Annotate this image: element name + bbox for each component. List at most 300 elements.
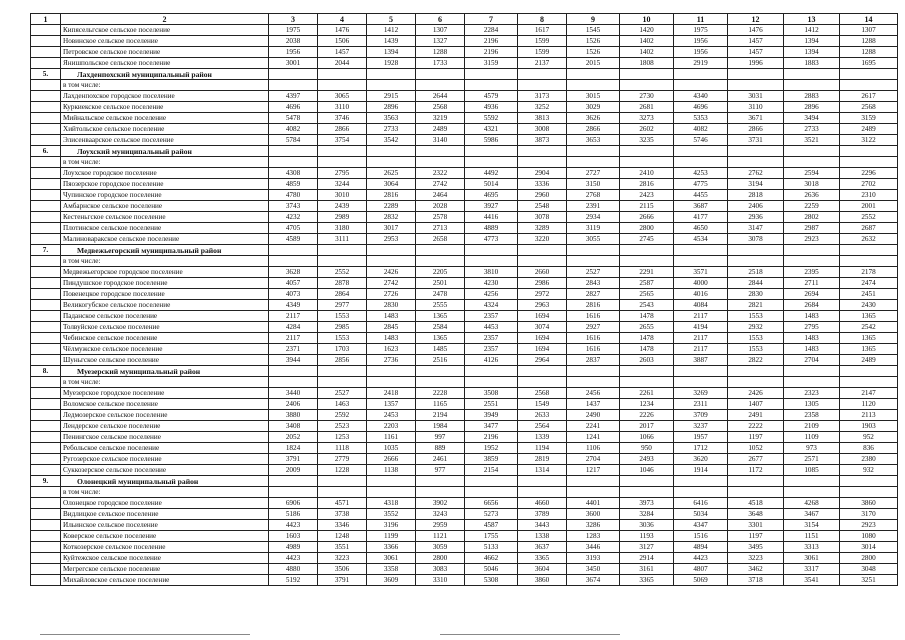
value-cell: 2117: [674, 333, 728, 344]
value-cell: 3860: [840, 498, 898, 509]
empty-cell: [518, 256, 567, 267]
table-row: [31, 553, 898, 564]
table-row: [31, 289, 898, 300]
value-cell: 1193: [620, 531, 674, 542]
value-cell: 2681: [620, 102, 674, 113]
value-cell: 4416: [465, 212, 518, 223]
table-row: [31, 113, 898, 124]
value-cell: 2426: [728, 388, 784, 399]
value-cell: 3196: [367, 520, 416, 531]
empty-cell: [518, 157, 567, 168]
empty-cell: [840, 157, 898, 168]
row-number-cell: [31, 179, 61, 190]
value-cell: 2194: [416, 410, 465, 421]
data-table: [30, 13, 898, 586]
settlement-name: Михайловское сельское поселение: [61, 575, 269, 586]
value-cell: 1984: [416, 421, 465, 432]
value-cell: 5273: [465, 509, 518, 520]
value-cell: 2832: [367, 212, 416, 223]
empty-cell: [728, 377, 784, 388]
settlement-name: Муезерское городское поселение: [61, 388, 269, 399]
column-header: 3: [269, 14, 318, 25]
value-cell: 2491: [728, 410, 784, 421]
value-cell: 3813: [518, 113, 567, 124]
value-cell: 2636: [784, 190, 840, 201]
empty-cell: [367, 69, 416, 80]
empty-cell: [674, 366, 728, 377]
column-header: 13: [784, 14, 840, 25]
value-cell: 4423: [269, 553, 318, 564]
value-cell: 3462: [728, 564, 784, 575]
empty-cell: [31, 256, 61, 267]
value-cell: 1457: [318, 47, 367, 58]
empty-cell: [674, 146, 728, 157]
value-cell: 1616: [567, 311, 620, 322]
value-cell: 1526: [567, 47, 620, 58]
value-cell: 3653: [567, 135, 620, 146]
empty-cell: [518, 366, 567, 377]
row-number-cell: [31, 542, 61, 553]
value-cell: 3237: [674, 421, 728, 432]
row-number-cell: [31, 135, 61, 146]
empty-cell: [416, 377, 465, 388]
value-cell: 3223: [318, 553, 367, 564]
table-row: [31, 498, 898, 509]
empty-cell: [367, 476, 416, 487]
settlement-name: Лоухское городское поселение: [61, 168, 269, 179]
value-cell: 3269: [674, 388, 728, 399]
value-cell: 2310: [840, 190, 898, 201]
empty-cell: [620, 80, 674, 91]
value-cell: 3495: [728, 542, 784, 553]
value-cell: 1695: [840, 58, 898, 69]
empty-cell: [518, 69, 567, 80]
value-cell: 5746: [674, 135, 728, 146]
value-cell: 3887: [674, 355, 728, 366]
column-header: 7: [465, 14, 518, 25]
value-cell: 2711: [784, 278, 840, 289]
value-cell: 3365: [518, 553, 567, 564]
empty-cell: [367, 80, 416, 91]
value-cell: 3563: [367, 113, 416, 124]
empty-cell: [784, 157, 840, 168]
value-cell: 2960: [518, 190, 567, 201]
row-number-cell: [31, 575, 61, 586]
value-cell: 3111: [318, 234, 367, 245]
empty-cell: [465, 256, 518, 267]
subheading-row: [31, 377, 898, 388]
empty-cell: [416, 69, 465, 80]
value-cell: 2410: [620, 168, 674, 179]
value-cell: 2423: [620, 190, 674, 201]
value-cell: 2456: [567, 388, 620, 399]
value-cell: 2406: [728, 201, 784, 212]
row-number-cell: [31, 223, 61, 234]
value-cell: 3860: [518, 575, 567, 586]
empty-cell: [784, 377, 840, 388]
value-cell: 2666: [620, 212, 674, 223]
row-number-cell: [31, 509, 61, 520]
value-cell: 2395: [784, 267, 840, 278]
value-cell: 2568: [518, 388, 567, 399]
value-cell: 1483: [367, 311, 416, 322]
value-cell: 2972: [518, 289, 567, 300]
value-cell: 3055: [567, 234, 620, 245]
district-number: 5.: [31, 69, 61, 80]
value-cell: 4807: [674, 564, 728, 575]
empty-cell: [31, 157, 61, 168]
settlement-name: Лендерское сельское поселение: [61, 421, 269, 432]
value-cell: 1080: [840, 531, 898, 542]
empty-cell: [728, 366, 784, 377]
value-cell: 1975: [269, 25, 318, 36]
value-cell: 3193: [567, 553, 620, 564]
value-cell: 4253: [674, 168, 728, 179]
settlement-name: Элисенваарское сельское поселение: [61, 135, 269, 146]
value-cell: 2044: [318, 58, 367, 69]
empty-cell: [416, 245, 465, 256]
empty-cell: [416, 366, 465, 377]
empty-cell: [269, 245, 318, 256]
empty-cell: [784, 80, 840, 91]
value-cell: 4423: [269, 520, 318, 531]
value-cell: 1357: [367, 399, 416, 410]
value-cell: 2934: [567, 212, 620, 223]
value-cell: 4859: [269, 179, 318, 190]
value-cell: 1199: [367, 531, 416, 542]
value-cell: 2113: [840, 410, 898, 421]
value-cell: 2768: [567, 190, 620, 201]
value-cell: 6656: [465, 498, 518, 509]
value-cell: 4423: [674, 553, 728, 564]
value-cell: 1483: [367, 333, 416, 344]
value-cell: 4194: [674, 322, 728, 333]
value-cell: 2426: [367, 267, 416, 278]
value-cell: 1956: [674, 47, 728, 58]
value-cell: 2914: [620, 553, 674, 564]
value-cell: 2816: [620, 179, 674, 190]
value-cell: 1903: [840, 421, 898, 432]
row-number-cell: [31, 322, 61, 333]
value-cell: 2896: [367, 102, 416, 113]
value-cell: 2451: [840, 289, 898, 300]
settlement-name: Чёлмужское сельское поселение: [61, 344, 269, 355]
value-cell: 1365: [840, 311, 898, 322]
row-number-cell: [31, 432, 61, 443]
value-cell: 2117: [269, 333, 318, 344]
value-cell: 2147: [840, 388, 898, 399]
value-cell: 3609: [367, 575, 416, 586]
value-cell: 2527: [318, 388, 367, 399]
empty-cell: [269, 157, 318, 168]
row-number-cell: [31, 201, 61, 212]
row-number-cell: [31, 91, 61, 102]
value-cell: 2592: [318, 410, 367, 421]
value-cell: 2552: [840, 212, 898, 223]
value-cell: 4126: [465, 355, 518, 366]
value-cell: 2578: [416, 212, 465, 223]
value-cell: 4256: [465, 289, 518, 300]
row-number-cell: [31, 267, 61, 278]
value-cell: 2289: [367, 201, 416, 212]
value-cell: 2655: [620, 322, 674, 333]
value-cell: 1365: [416, 311, 465, 322]
settlement-name: Мийнальское сельское поселение: [61, 113, 269, 124]
value-cell: 1407: [728, 399, 784, 410]
settlement-name: Петровское сельское поселение: [61, 47, 269, 58]
value-cell: 2684: [784, 300, 840, 311]
value-cell: 2986: [518, 278, 567, 289]
value-cell: 3604: [518, 564, 567, 575]
value-cell: 1402: [620, 47, 674, 58]
value-cell: 1394: [784, 36, 840, 47]
empty-cell: [728, 256, 784, 267]
table-row: [31, 564, 898, 575]
district-row: [31, 366, 898, 377]
value-cell: 1553: [728, 311, 784, 322]
value-cell: 2985: [318, 322, 367, 333]
value-cell: 2633: [518, 410, 567, 421]
value-cell: 1483: [784, 333, 840, 344]
value-cell: 1307: [840, 25, 898, 36]
value-cell: 2478: [416, 289, 465, 300]
empty-cell: [465, 366, 518, 377]
value-cell: 5478: [269, 113, 318, 124]
value-cell: 4318: [367, 498, 416, 509]
value-cell: 2800: [840, 553, 898, 564]
value-cell: 3738: [318, 509, 367, 520]
table-row: [31, 102, 898, 113]
empty-cell: [416, 157, 465, 168]
value-cell: 2800: [620, 223, 674, 234]
table-body: [31, 14, 898, 586]
value-cell: 1603: [269, 531, 318, 542]
empty-cell: [674, 245, 728, 256]
empty-cell: [367, 146, 416, 157]
value-cell: 1485: [416, 344, 465, 355]
table-row: [31, 410, 898, 421]
value-cell: 2322: [416, 168, 465, 179]
value-cell: 1883: [784, 58, 840, 69]
column-header: 4: [318, 14, 367, 25]
value-cell: 2555: [416, 300, 465, 311]
value-cell: 2856: [318, 355, 367, 366]
value-cell: 2987: [784, 223, 840, 234]
value-cell: 3571: [674, 267, 728, 278]
value-cell: 2418: [367, 388, 416, 399]
empty-cell: [465, 377, 518, 388]
settlement-name: Амбарнское сельское поселение: [61, 201, 269, 212]
empty-cell: [465, 476, 518, 487]
value-cell: 2430: [840, 300, 898, 311]
value-cell: 1420: [620, 25, 674, 36]
value-cell: 2762: [728, 168, 784, 179]
empty-cell: [367, 377, 416, 388]
table-row: [31, 355, 898, 366]
value-cell: 3718: [728, 575, 784, 586]
value-cell: 1052: [728, 443, 784, 454]
value-cell: 4696: [674, 102, 728, 113]
district-row: [31, 69, 898, 80]
table-row: [31, 278, 898, 289]
empty-cell: [784, 366, 840, 377]
value-cell: 2489: [840, 124, 898, 135]
value-cell: 1553: [318, 333, 367, 344]
empty-cell: [567, 256, 620, 267]
value-cell: 1412: [784, 25, 840, 36]
empty-cell: [567, 476, 620, 487]
empty-cell: [620, 157, 674, 168]
value-cell: 3061: [367, 553, 416, 564]
value-cell: 3219: [416, 113, 465, 124]
table-row: [31, 47, 898, 58]
empty-cell: [318, 157, 367, 168]
value-cell: 4082: [269, 124, 318, 135]
value-cell: 1437: [567, 399, 620, 410]
empty-cell: [728, 157, 784, 168]
subheading-label: в том числе:: [61, 80, 269, 91]
empty-cell: [567, 146, 620, 157]
value-cell: 1402: [620, 36, 674, 47]
empty-cell: [567, 377, 620, 388]
value-cell: 2474: [840, 278, 898, 289]
settlement-name: Новинское сельское поселение: [61, 36, 269, 47]
value-cell: 1151: [784, 531, 840, 542]
value-cell: 3220: [518, 234, 567, 245]
value-cell: 2009: [269, 465, 318, 476]
value-cell: 2551: [465, 399, 518, 410]
value-cell: 3648: [728, 509, 784, 520]
value-cell: 3048: [840, 564, 898, 575]
value-cell: 1694: [518, 344, 567, 355]
value-cell: 1952: [465, 443, 518, 454]
empty-cell: [318, 256, 367, 267]
empty-cell: [567, 366, 620, 377]
value-cell: 1118: [318, 443, 367, 454]
empty-cell: [367, 157, 416, 168]
value-cell: 1314: [518, 465, 567, 476]
value-cell: 2543: [620, 300, 674, 311]
empty-cell: [31, 377, 61, 388]
subheading-row: [31, 487, 898, 498]
settlement-name: Воломское сельское поселение: [61, 399, 269, 410]
row-number-cell: [31, 443, 61, 454]
value-cell: 2296: [840, 168, 898, 179]
value-cell: 1478: [620, 344, 674, 355]
value-cell: 3273: [620, 113, 674, 124]
value-cell: 2203: [367, 421, 416, 432]
settlement-name: Чебинское сельское поселение: [61, 333, 269, 344]
settlement-name: Ильинское сельское поселение: [61, 520, 269, 531]
value-cell: 2919: [674, 58, 728, 69]
value-cell: 1365: [416, 333, 465, 344]
empty-cell: [728, 487, 784, 498]
value-cell: 3065: [318, 91, 367, 102]
settlement-name: Малиноваракское сельское поселение: [61, 234, 269, 245]
value-cell: 3628: [269, 267, 318, 278]
value-cell: 4057: [269, 278, 318, 289]
empty-cell: [840, 69, 898, 80]
empty-cell: [620, 69, 674, 80]
empty-cell: [784, 245, 840, 256]
value-cell: 3541: [784, 575, 840, 586]
value-cell: 3064: [367, 179, 416, 190]
value-cell: 3902: [416, 498, 465, 509]
value-cell: 2660: [518, 267, 567, 278]
value-cell: 3010: [318, 190, 367, 201]
value-cell: 3223: [728, 553, 784, 564]
row-number-cell: [31, 124, 61, 135]
value-cell: 3859: [465, 454, 518, 465]
empty-cell: [269, 476, 318, 487]
value-cell: 2001: [840, 201, 898, 212]
settlement-name: Толвуйское сельское поселение: [61, 322, 269, 333]
value-cell: 2702: [840, 179, 898, 190]
empty-cell: [674, 487, 728, 498]
column-header: 11: [674, 14, 728, 25]
value-cell: 1599: [518, 36, 567, 47]
value-cell: 1755: [465, 531, 518, 542]
value-cell: 1808: [620, 58, 674, 69]
value-cell: 3620: [674, 454, 728, 465]
empty-cell: [416, 487, 465, 498]
table-row: [31, 333, 898, 344]
subheading-label: в том числе:: [61, 487, 269, 498]
value-cell: 2932: [728, 322, 784, 333]
value-cell: 1457: [728, 36, 784, 47]
value-cell: 2311: [674, 399, 728, 410]
value-cell: 3110: [318, 102, 367, 113]
value-cell: 2959: [416, 520, 465, 531]
value-cell: 2864: [318, 289, 367, 300]
value-cell: 3031: [728, 91, 784, 102]
value-cell: 3336: [518, 179, 567, 190]
value-cell: 3791: [318, 575, 367, 586]
settlement-name: Олонецкое городское поселение: [61, 498, 269, 509]
value-cell: 2259: [784, 201, 840, 212]
value-cell: 1339: [518, 432, 567, 443]
value-cell: 3508: [465, 388, 518, 399]
header-row: [31, 14, 898, 25]
value-cell: 3600: [567, 509, 620, 520]
value-cell: 1516: [674, 531, 728, 542]
value-cell: 4401: [567, 498, 620, 509]
value-cell: 2587: [620, 278, 674, 289]
value-cell: 1545: [567, 25, 620, 36]
value-cell: 3122: [840, 135, 898, 146]
value-cell: 3949: [465, 410, 518, 421]
value-cell: 2568: [416, 102, 465, 113]
district-row: [31, 245, 898, 256]
row-number-cell: [31, 25, 61, 36]
empty-cell: [318, 366, 367, 377]
value-cell: 4347: [674, 520, 728, 531]
value-cell: 2666: [367, 454, 416, 465]
empty-cell: [518, 80, 567, 91]
empty-cell: [784, 146, 840, 157]
subheading-row: [31, 256, 898, 267]
settlement-name: Ругозерское сельское поселение: [61, 454, 269, 465]
value-cell: 1307: [416, 25, 465, 36]
value-cell: 2489: [840, 355, 898, 366]
value-cell: 4455: [674, 190, 728, 201]
table-row: [31, 223, 898, 234]
value-cell: 3358: [367, 564, 416, 575]
settlement-name: Пиндушское городское поселение: [61, 278, 269, 289]
empty-cell: [728, 69, 784, 80]
row-number-cell: [31, 355, 61, 366]
value-cell: 5133: [465, 542, 518, 553]
